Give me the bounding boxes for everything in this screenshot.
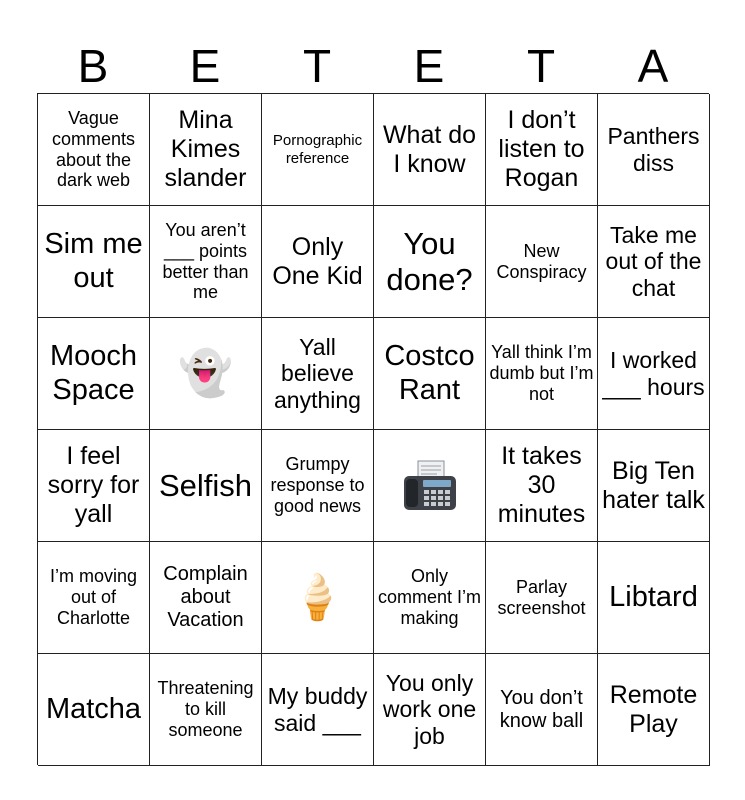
bingo-cell[interactable]: Parlay screenshot — [486, 542, 598, 654]
header-letter-a: A — [637, 40, 669, 92]
fax-machine-icon — [400, 458, 460, 514]
bingo-cell[interactable]: Yall think I’m dumb but I’m not — [486, 318, 598, 430]
bingo-cell[interactable]: Remote Play — [598, 654, 710, 766]
bingo-cell[interactable]: Only comment I’m making — [374, 542, 486, 654]
bingo-cell[interactable]: Panthers diss — [598, 94, 710, 206]
header-letter-b: B — [77, 40, 109, 92]
bingo-cell[interactable]: Selfish — [150, 430, 262, 542]
bingo-cell[interactable]: New Conspiracy — [486, 206, 598, 318]
bingo-cell[interactable]: You only work one job — [374, 654, 486, 766]
bingo-cell[interactable]: I’m moving out of Charlotte — [38, 542, 150, 654]
bingo-cell[interactable]: Libtard — [598, 542, 710, 654]
bingo-cell[interactable]: Only One Kid — [262, 206, 374, 318]
bingo-cell[interactable]: Complain about Vacation — [150, 542, 262, 654]
bingo-cell-fax[interactable] — [374, 430, 486, 542]
bingo-cell-ice-cream[interactable] — [262, 542, 374, 654]
bingo-cell[interactable]: Matcha — [38, 654, 150, 766]
bingo-cell[interactable]: Take me out of the chat — [598, 206, 710, 318]
bingo-grid — [37, 93, 709, 765]
header-letter-e: E — [413, 40, 445, 92]
bingo-cell[interactable]: Pornographic reference — [262, 94, 374, 206]
bingo-cell[interactable]: I don’t listen to Rogan — [486, 94, 598, 206]
bingo-cell[interactable]: My buddy said ___ — [262, 654, 374, 766]
header-letter-t: T — [302, 40, 332, 92]
bingo-cell[interactable]: I worked ___ hours — [598, 318, 710, 430]
bingo-cell[interactable]: You aren’t ___ points better than me — [150, 206, 262, 318]
ghost-icon: 👻 — [178, 348, 233, 398]
bingo-cell[interactable]: You don’t know ball — [486, 654, 598, 766]
bingo-cell-ghost[interactable] — [150, 318, 262, 430]
bingo-cell[interactable]: Mooch Space — [38, 318, 150, 430]
bingo-cell[interactable]: Grumpy response to good news — [262, 430, 374, 542]
bingo-cell[interactable]: Mina Kimes slander — [150, 94, 262, 206]
soft-serve-icon: 🍦 — [290, 572, 345, 622]
bingo-cell[interactable]: I feel sorry for yall — [38, 430, 150, 542]
bingo-cell[interactable]: Threatening to kill someone — [150, 654, 262, 766]
bingo-header — [37, 38, 709, 94]
bingo-cell[interactable]: Big Ten hater talk — [598, 430, 710, 542]
bingo-cell[interactable]: It takes 30 minutes — [486, 430, 598, 542]
header-letter-t: T — [526, 40, 556, 92]
bingo-cell[interactable]: Costco Rant — [374, 318, 486, 430]
bingo-cell[interactable]: Sim me out — [38, 206, 150, 318]
bingo-cell[interactable]: What do I know — [374, 94, 486, 206]
header-letter-e: E — [189, 40, 221, 92]
bingo-cell[interactable]: You done? — [374, 206, 486, 318]
bingo-cell[interactable]: Yall believe anything — [262, 318, 374, 430]
bingo-cell[interactable]: Vague comments about the dark web — [38, 94, 150, 206]
